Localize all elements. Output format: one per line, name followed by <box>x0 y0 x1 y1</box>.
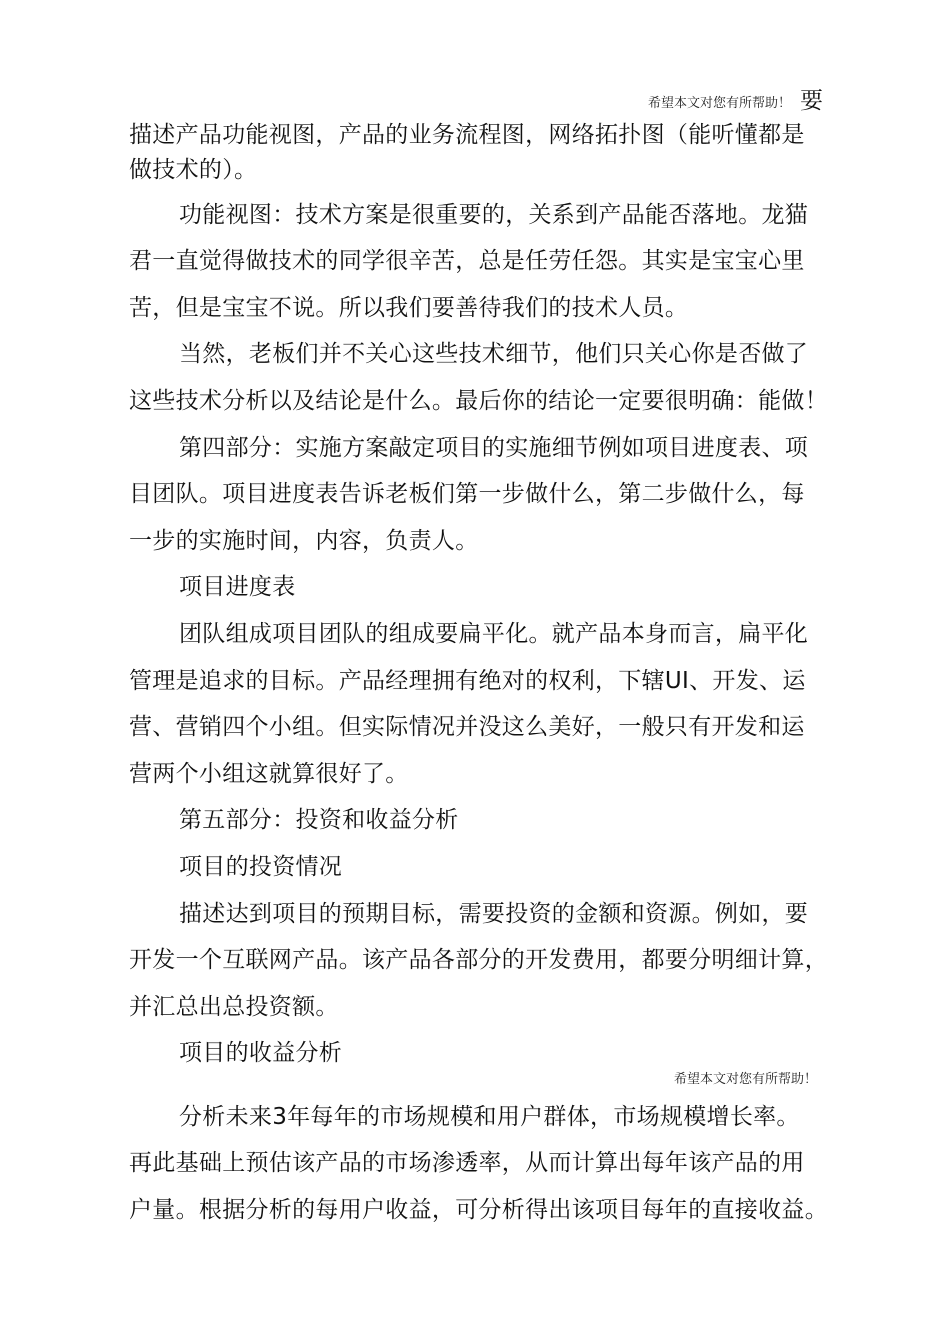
subheading-line: 项目的投资情况 <box>179 854 343 880</box>
text-line: 君一直觉得做技术的同学很辛苦，总是任劳任怨。其实是宝宝心里 <box>129 248 805 274</box>
text-line: 并汇总出总投资额。 <box>129 994 339 1020</box>
text-line: 管理是追求的目标。产品经理拥有绝对的权利，下辖UI、开发、运 <box>129 668 806 694</box>
text-line: 户量。根据分析的每用户收益，可分析得出该项目每年的直接收益。 <box>129 1197 828 1223</box>
text-line: 目团队。项目进度表告诉老板们第一步做什么，第二步做什么，每 <box>129 481 805 507</box>
paragraph-line: 分析未来3年每年的市场规模和用户群体，市场规模增长率。 <box>179 1104 800 1130</box>
subheading-line: 项目的收益分析 <box>179 1040 343 1066</box>
text-line: 描述产品功能视图，产品的业务流程图，网络拓扑图（能听懂都是 <box>129 122 805 148</box>
text-line: 再此基础上预估该产品的市场渗透率，从而计算出每年该产品的用 <box>129 1150 805 1176</box>
text-line: 营、营销四个小组。但实际情况并没这么美好，一般只有开发和运 <box>129 714 805 740</box>
section-heading-line: 第五部分：投资和收益分析 <box>179 807 459 833</box>
paragraph-line: 当然，老板们并不关心这些技术细节，他们只关心你是否做了 <box>179 341 809 367</box>
header-trailing-char: 要 <box>800 88 823 114</box>
footer-note: 希望本文对您有所帮助！ <box>674 1072 818 1087</box>
paragraph-line: 团队组成项目团队的组成要扁平化。就产品本身而言，扁平化 <box>179 621 809 647</box>
text-line: 营两个小组这就算很好了。 <box>129 761 409 787</box>
text-line: 开发一个互联网产品。该产品各部分的开发费用，都要分明细计算， <box>129 947 828 973</box>
paragraph-line: 功能视图：技术方案是很重要的，关系到产品能否落地。龙猫 <box>179 202 809 228</box>
text-line: 苦，但是宝宝不说。所以我们要善待我们的技术人员。 <box>129 295 689 321</box>
text-line: 一步的实施时间，内容，负责人。 <box>129 528 479 554</box>
text-line: 这些技术分析以及结论是什么。最后你的结论一定要很明确：能做！ <box>129 388 828 414</box>
text-line: 做技术的）。 <box>129 157 258 183</box>
paragraph-line: 描述达到项目的预期目标，需要投资的金额和资源。例如，要 <box>179 901 809 927</box>
subheading-line: 项目进度表 <box>179 574 296 600</box>
header-note: 希望本文对您有所帮助！ <box>648 96 792 111</box>
section-heading-line: 第四部分：实施方案敲定项目的实施细节例如项目进度表、项 <box>179 435 809 461</box>
